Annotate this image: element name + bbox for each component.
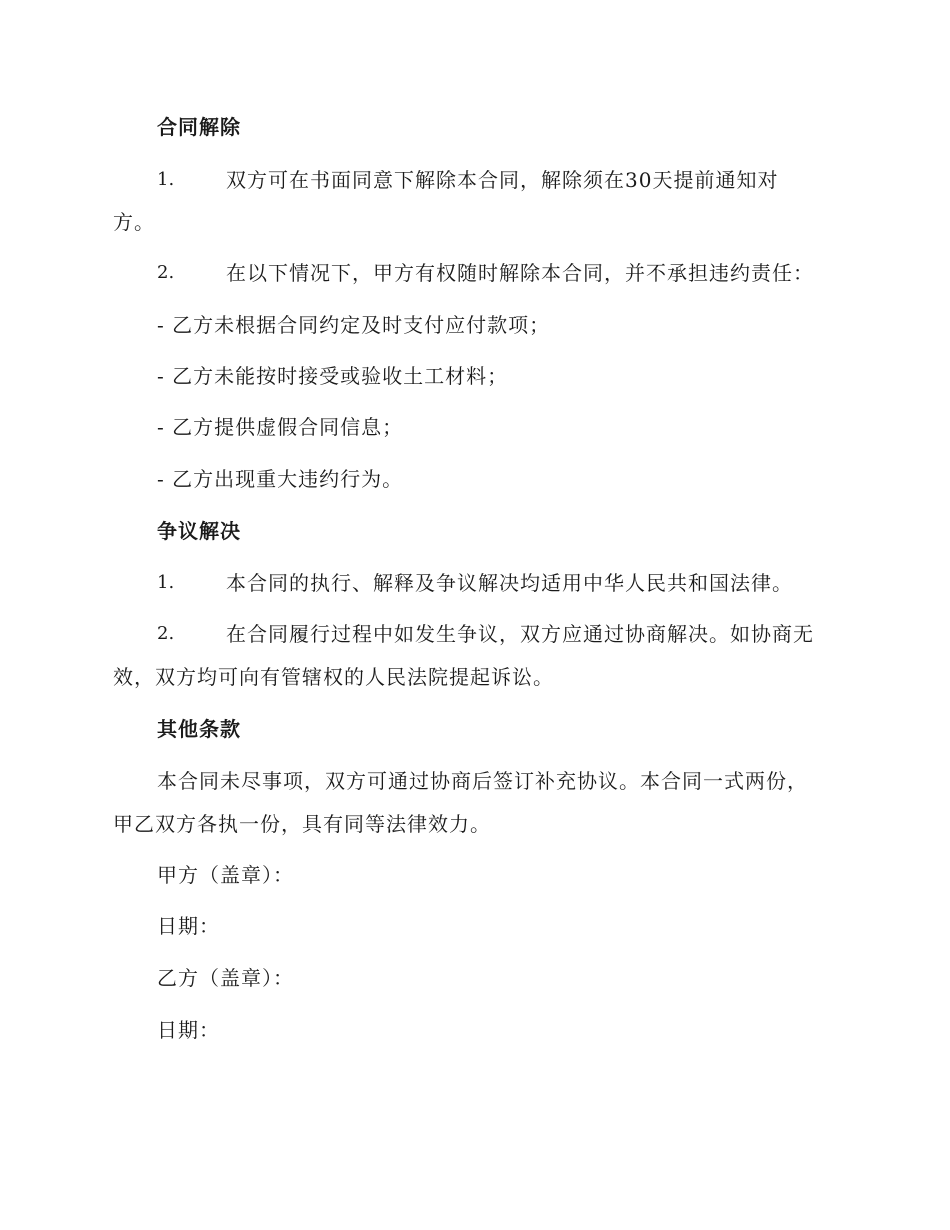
other-clause-text-cont: 甲乙双方各执一份，具有同等法律效力。 bbox=[113, 812, 491, 836]
other-clause-text: 本合同未尽事项，双方可通过协商后签订补充协议。本合同一式两份， bbox=[157, 769, 808, 793]
party-b-seal-label: 乙方（盖章）： bbox=[157, 966, 294, 990]
dispute-item1-text: 本合同的执行、解释及争议解决均适用中华人民共和国法律。 bbox=[226, 571, 793, 595]
termination-bullet: - 乙方出现重大违约行为。 bbox=[157, 467, 404, 491]
termination-item1-text-cont: 方。 bbox=[113, 210, 155, 234]
termination-item2-number: 2. bbox=[157, 262, 175, 283]
termination-item1-text: 双方可在书面同意下解除本合同，解除须在30天提前通知对 bbox=[226, 168, 779, 192]
section-heading-other: 其他条款 bbox=[157, 717, 241, 741]
termination-bullet: - 乙方未能按时接受或验收土工材料； bbox=[157, 364, 509, 388]
termination-bullet: - 乙方提供虚假合同信息； bbox=[157, 415, 404, 439]
party-a-seal-label: 甲方（盖章）： bbox=[157, 863, 294, 887]
section-heading-dispute: 争议解决 bbox=[157, 519, 241, 543]
party-b-date-label: 日期： bbox=[157, 1018, 220, 1042]
dispute-item1-number: 1. bbox=[157, 572, 175, 593]
dispute-item2-number: 2. bbox=[157, 623, 175, 644]
section-heading-termination: 合同解除 bbox=[157, 115, 241, 139]
dispute-item2-text: 在合同履行过程中如发生争议，双方应通过协商解决。如协商无 bbox=[226, 622, 814, 646]
party-a-date-label: 日期： bbox=[157, 914, 220, 938]
termination-item1-number: 1. bbox=[157, 169, 175, 190]
termination-bullet: - 乙方未根据合同约定及时支付应付款项； bbox=[157, 313, 551, 337]
termination-item2-text: 在以下情况下，甲方有权随时解除本合同，并不承担违约责任： bbox=[226, 261, 814, 285]
dispute-item2-text-cont: 效，双方均可向有管辖权的人民法院提起诉讼。 bbox=[113, 665, 554, 689]
